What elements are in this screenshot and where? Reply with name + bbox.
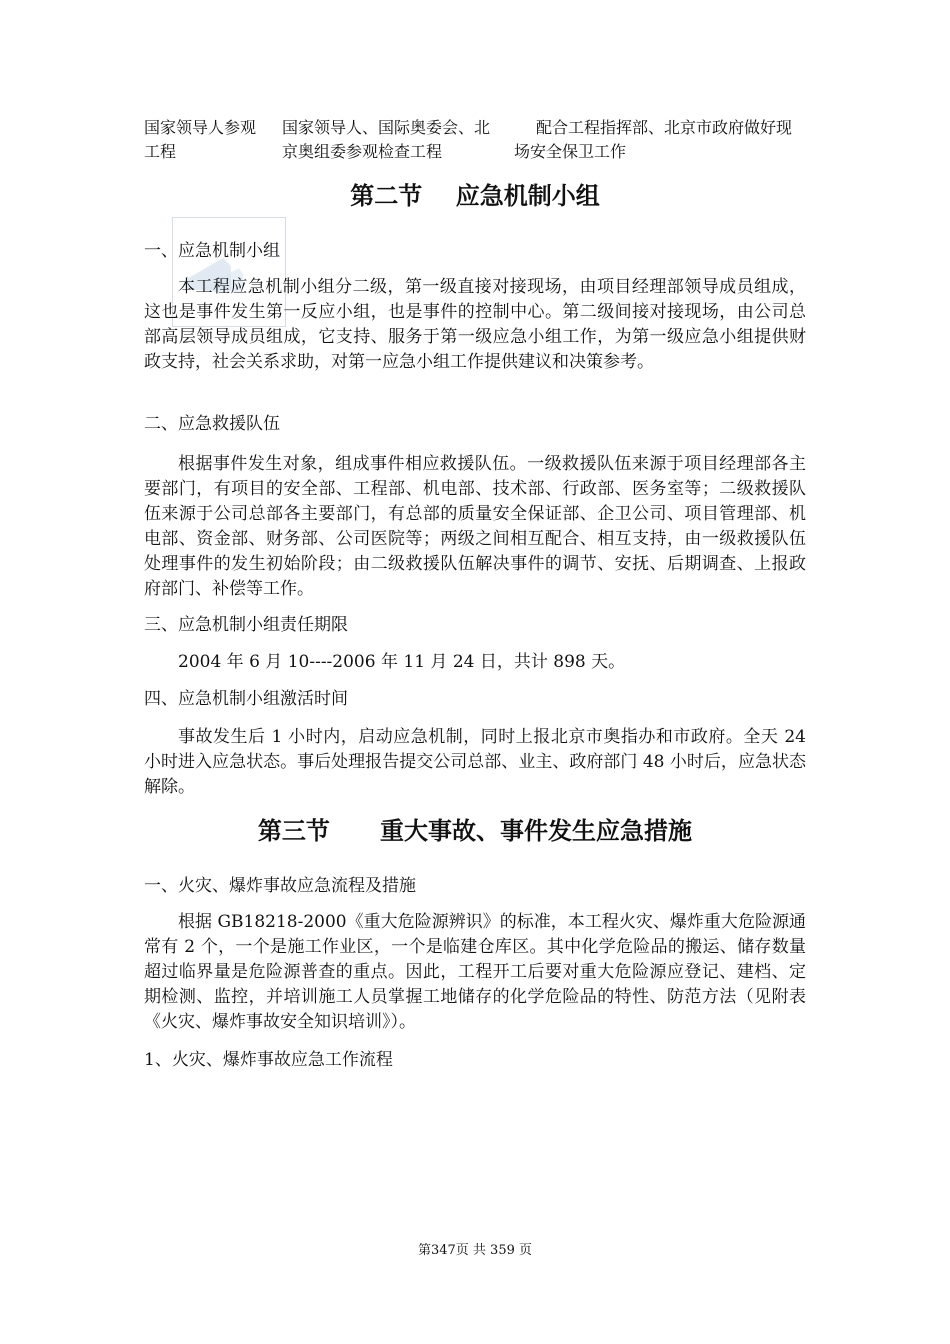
table-cell-visitor: 国家领导人参观工程 (144, 118, 257, 161)
section-2-heading-4: 四、应急机制小组激活时间 (144, 689, 348, 709)
section-3-heading-1: 一、火灾、爆炸事故应急流程及措施 (144, 876, 416, 896)
section-2-paragraph-3: 2004 年 6 月 10----2006 年 11 月 24 日，共计 898 天。 (178, 652, 626, 672)
section-2-paragraph-4: 事故发生后 1 小时内，启动应急机制，同时上报北京市奥指办和市政府。全天 24 小时进入应急状态。事后处理报告提交公司总部、业主、政府部门 48 小时后，应急状态解除。 (144, 727, 806, 797)
section-2-heading-1: 一、应急机制小组 (144, 241, 280, 261)
table-cell-visitors-detail: 国家领导人、国际奥委会、北京奥组委参观检查工程 (282, 118, 491, 161)
table-cell-measures (514, 116, 814, 164)
section-3-title: 第三节 重大事故、事件发生应急措施 (257, 817, 693, 845)
page-footer: 第347页 共 359 页 (417, 1243, 533, 1258)
section-2-paragraph-1: 本工程应急机制小组分二级，第一级直接对接现场，由项目经理部领导成员组成，这也是事件发生第一反应小组，也是事件的控制中心。第二级间接对接现场，由公司总部高层领导成员组成，它支持、服务于第一级应急小组工作，为第一级应急小组提供财政支持，社会关系求助，对第一应急小组工作提供建议和决策参考。 (144, 277, 806, 372)
section-2-heading-3: 三、应急机制小组责任期限 (144, 615, 348, 635)
section-3-subheading-1: 1、火灾、爆炸事故应急工作流程 (144, 1050, 393, 1070)
table-cell-measures-line2: 场安全保卫工作 (514, 142, 627, 161)
section-3-paragraph-1: 根据 GB18218-2000《重大危险源辨识》的标准，本工程火灾、爆炸重大危险源通常有 2 个，一个是施工作业区，一个是临建仓库区。其中化学危险品的搬运、储存数量超过临界量是危险源普查的重点。因此，工程开工后要对重大危险源应登记、建档、定期检测、监控，并培训施工人员掌握工地储存的化学危险品的特性、防范方法（见附表《火灾、爆炸事故安全知识培训》）。 (144, 912, 806, 1032)
table-row (144, 116, 814, 170)
section-2-heading-2: 二、应急救援队伍 (144, 414, 280, 434)
section-2-paragraph-2: 根据事件发生对象，组成事件相应救援队伍。一级救援队伍来源于项目经理部各主要部门，有项目的安全部、工程部、机电部、技术部、行政部、医务室等；二级救援队伍来源于公司总部各主要部门，有总部的质量安全保证部、企卫公司、项目管理部、机电部、资金部、财务部、公司医院等；两级之间相互配合、相互支持，由一级救援队伍处理事件的发生初始阶段；由二级救援队伍解决事件的调节、安抚、后期调查、上报政府部门、补偿等工作。 (144, 454, 806, 599)
section-2-title: 第二节 应急机制小组 (350, 182, 600, 210)
table-cell-measures-line1: 配合工程指挥部、北京市政府做好现 (536, 118, 793, 137)
